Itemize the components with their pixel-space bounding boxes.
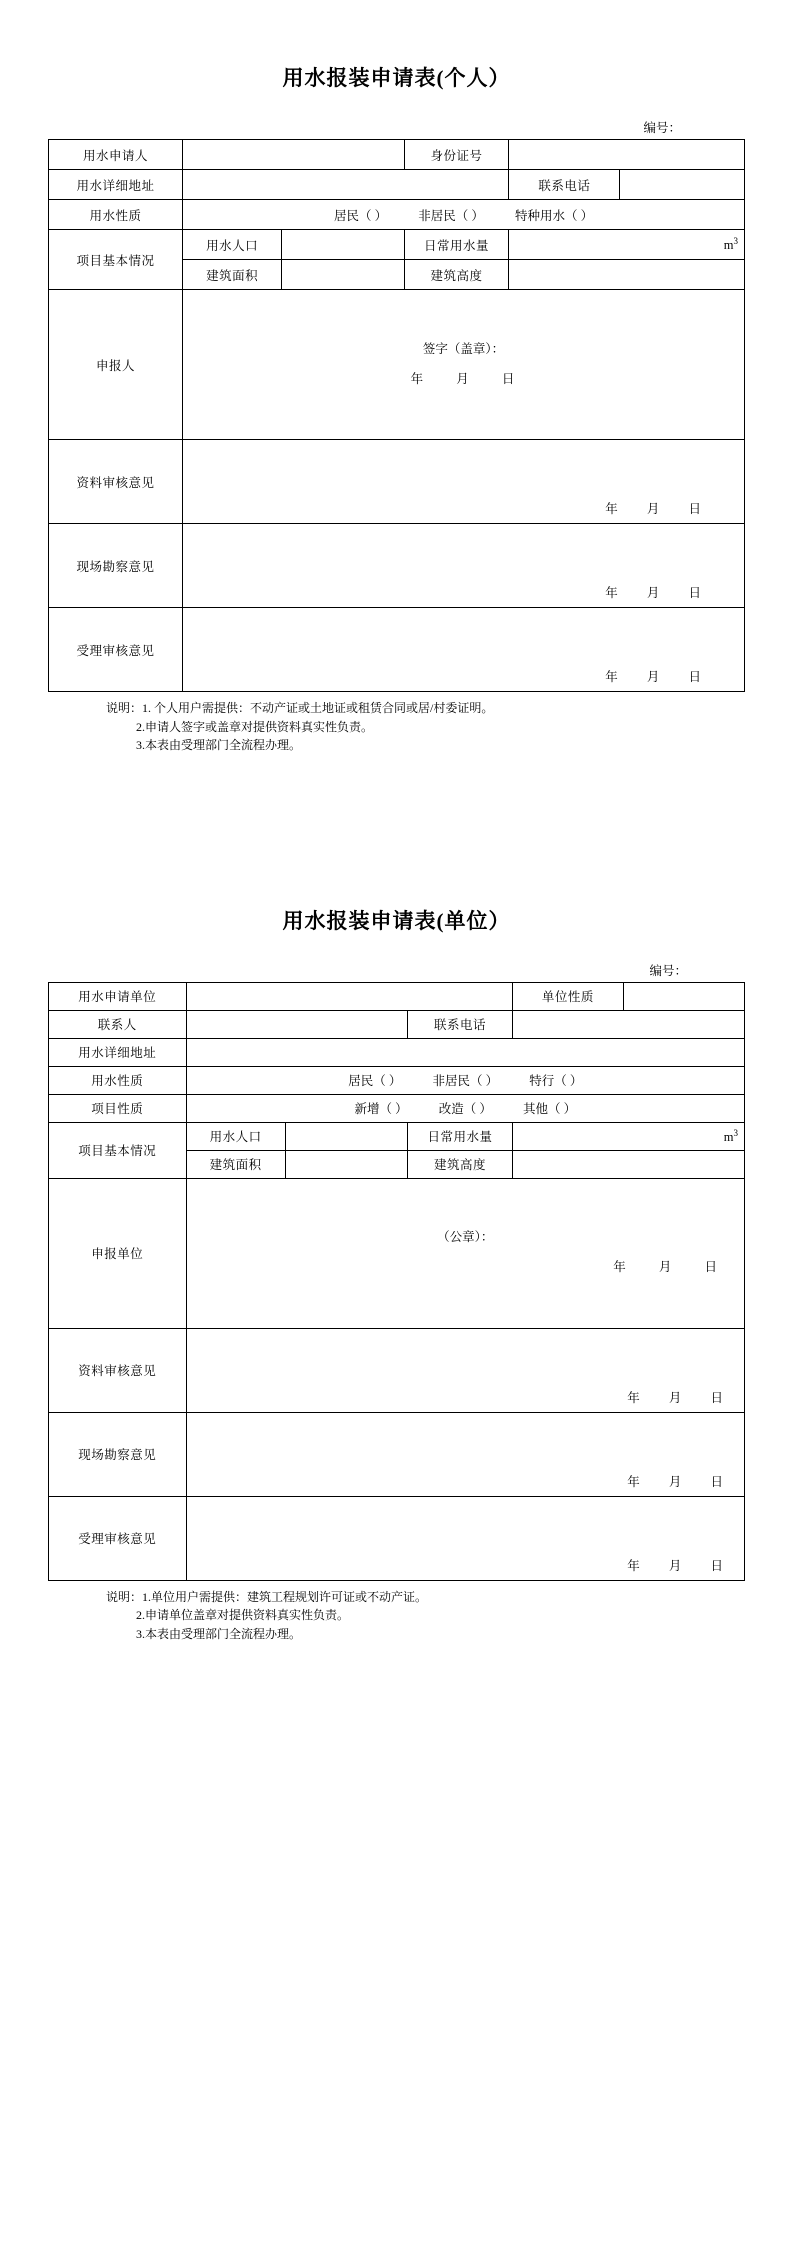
form-code-label-organization: 编号： bbox=[649, 963, 687, 978]
declarant-label: 申报人 bbox=[49, 290, 183, 440]
project-nature-label: 项目性质 bbox=[49, 1094, 187, 1122]
accept-opinion-area[interactable] bbox=[183, 608, 745, 692]
unit-nature-value-field[interactable] bbox=[623, 982, 744, 1010]
date-day: 日 bbox=[710, 1474, 723, 1489]
accept-opinion-area[interactable] bbox=[186, 1496, 744, 1580]
notes-personal bbox=[48, 692, 745, 755]
phone-value-field[interactable] bbox=[512, 1010, 744, 1038]
contact-value-field[interactable] bbox=[186, 1010, 408, 1038]
table-row bbox=[49, 1094, 745, 1122]
review-opinion-area[interactable] bbox=[186, 1328, 744, 1412]
note-line-1: 说明：1. 个人用户需提供：不动产证或土地证或租赁合同或居/村委证明。 bbox=[106, 701, 494, 715]
table-row bbox=[49, 1038, 745, 1066]
date-year: 年 bbox=[605, 670, 618, 684]
table-row bbox=[49, 200, 745, 230]
note-line-3: 3.本表由受理部门全流程办理。 bbox=[136, 738, 302, 753]
project-nature-option-other[interactable]: 其他（ ） bbox=[522, 1102, 577, 1117]
building-area-value-field[interactable] bbox=[282, 260, 404, 290]
applicant-unit-value-field[interactable] bbox=[186, 982, 512, 1010]
date-day: 日 bbox=[501, 371, 517, 386]
note-line-1: 说明：1.单位用户需提供：建筑工程规划许可证或不动产证。 bbox=[106, 1589, 428, 1604]
table-row bbox=[49, 230, 745, 260]
declarant-signature-area[interactable] bbox=[183, 290, 745, 440]
date-month: 月 bbox=[646, 586, 660, 600]
water-nature-options[interactable] bbox=[183, 200, 745, 230]
table-row bbox=[49, 524, 745, 608]
water-nature-label: 用水性质 bbox=[49, 200, 183, 230]
phone-label: 联系电话 bbox=[408, 1010, 513, 1038]
project-nature-option-renovate[interactable]: 改造（ ） bbox=[438, 1102, 492, 1117]
table-row bbox=[49, 1066, 745, 1094]
table-row bbox=[49, 1328, 745, 1412]
personal-application-table bbox=[48, 139, 745, 692]
table-row bbox=[49, 1412, 745, 1496]
unit-m3: m bbox=[723, 1129, 734, 1144]
date-day: 日 bbox=[688, 586, 701, 600]
table-row bbox=[49, 982, 745, 1010]
table-row bbox=[49, 1178, 745, 1328]
building-height-label: 建筑高度 bbox=[408, 1150, 513, 1178]
date-month: 月 bbox=[456, 371, 471, 386]
note-line-2: 2.申请人签字或盖章对提供资料真实性负责。 bbox=[136, 719, 374, 734]
date-month: 月 bbox=[668, 1474, 682, 1489]
address-value-field[interactable] bbox=[186, 1038, 744, 1066]
project-basic-label: 项目基本情况 bbox=[49, 1122, 187, 1178]
project-nature-options[interactable] bbox=[186, 1094, 744, 1122]
applicant-unit-label: 用水申请单位 bbox=[49, 982, 187, 1010]
population-value-field[interactable] bbox=[285, 1122, 407, 1150]
date-year: 年 bbox=[410, 371, 426, 386]
date-day: 日 bbox=[704, 1260, 719, 1275]
table-row bbox=[49, 608, 745, 692]
water-nature-option-resident[interactable]: 居民（ ） bbox=[333, 208, 388, 223]
note-line-3: 3.本表由受理部门全流程办理。 bbox=[136, 1626, 302, 1641]
table-row bbox=[49, 440, 745, 524]
water-nature-option-resident[interactable]: 居民（ ） bbox=[348, 1074, 402, 1089]
notes-organization bbox=[48, 1581, 745, 1644]
unit-m3-sup: 3 bbox=[733, 1127, 738, 1138]
water-nature-options[interactable] bbox=[186, 1066, 744, 1094]
building-area-label: 建筑面积 bbox=[186, 1150, 285, 1178]
table-row bbox=[49, 140, 745, 170]
page-title-organization: 用水报装申请表(单位） bbox=[282, 908, 511, 933]
table-row bbox=[49, 290, 745, 440]
accept-opinion-label: 受理审核意见 bbox=[49, 608, 183, 692]
date-month: 月 bbox=[668, 1558, 682, 1573]
date-month: 月 bbox=[658, 1260, 674, 1275]
water-nature-option-nonresident[interactable]: 非居民（ ） bbox=[432, 1074, 499, 1089]
unit-m3-sup: 3 bbox=[733, 235, 738, 246]
unit-nature-label: 单位性质 bbox=[512, 982, 623, 1010]
table-row bbox=[49, 170, 745, 200]
note-line-2: 2.申请单位盖章对提供资料真实性负责。 bbox=[136, 1608, 350, 1623]
review-opinion-area[interactable] bbox=[183, 440, 745, 524]
form-personal bbox=[48, 62, 745, 755]
table-row bbox=[49, 1010, 745, 1038]
water-nature-option-special[interactable]: 特种用水（ ） bbox=[514, 208, 594, 223]
daily-usage-label: 日常用水量 bbox=[404, 230, 509, 260]
date-day: 日 bbox=[688, 670, 701, 684]
form-code-label-personal: 编号： bbox=[643, 121, 681, 135]
water-nature-label: 用水性质 bbox=[49, 1066, 187, 1094]
daily-usage-label: 日常用水量 bbox=[408, 1122, 513, 1150]
phone-label: 联系电话 bbox=[509, 170, 620, 200]
declarant-seal-label: （公章）： bbox=[437, 1230, 494, 1245]
id-number-label: 身份证号 bbox=[404, 140, 509, 170]
date-day: 日 bbox=[688, 502, 701, 516]
phone-value-field[interactable] bbox=[620, 170, 745, 200]
building-height-value-field[interactable] bbox=[512, 1150, 744, 1178]
date-month: 月 bbox=[646, 670, 660, 684]
address-label: 用水详细地址 bbox=[49, 1038, 187, 1066]
population-label: 用水人口 bbox=[183, 230, 282, 260]
date-year: 年 bbox=[605, 586, 618, 600]
building-area-value-field[interactable] bbox=[285, 1150, 407, 1178]
project-nature-option-new[interactable]: 新增（ ） bbox=[354, 1102, 408, 1117]
table-row bbox=[49, 1496, 745, 1580]
declarant-unit-label: 申报单位 bbox=[49, 1178, 187, 1328]
date-day: 日 bbox=[710, 1390, 723, 1405]
date-year: 年 bbox=[605, 502, 618, 516]
daily-usage-value-field[interactable] bbox=[509, 230, 745, 260]
daily-usage-value-field[interactable] bbox=[512, 1122, 744, 1150]
date-year: 年 bbox=[613, 1260, 628, 1275]
water-nature-option-special[interactable]: 特行（ ） bbox=[529, 1074, 583, 1089]
date-year: 年 bbox=[627, 1390, 640, 1405]
address-label: 用水详细地址 bbox=[49, 170, 183, 200]
date-day: 日 bbox=[710, 1558, 723, 1573]
survey-opinion-area[interactable] bbox=[183, 524, 745, 608]
applicant-value-field[interactable] bbox=[183, 140, 405, 170]
building-height-value-field[interactable] bbox=[509, 260, 745, 290]
population-value-field[interactable] bbox=[282, 230, 404, 260]
organization-application-table bbox=[48, 982, 745, 1581]
date-year: 年 bbox=[627, 1558, 640, 1573]
date-month: 月 bbox=[646, 502, 660, 516]
unit-m3: m bbox=[723, 238, 734, 253]
declarant-date-line[interactable] bbox=[187, 369, 740, 387]
water-nature-option-nonresident[interactable]: 非居民（ ） bbox=[418, 208, 484, 223]
declarant-seal-area[interactable] bbox=[186, 1178, 744, 1328]
page-title-personal: 用水报装申请表(个人） bbox=[282, 66, 511, 90]
address-value-field[interactable] bbox=[183, 170, 509, 200]
survey-opinion-label: 现场勘察意见 bbox=[49, 524, 183, 608]
accept-opinion-label: 受理审核意见 bbox=[49, 1496, 187, 1580]
date-year: 年 bbox=[627, 1474, 640, 1489]
review-opinion-label: 资料审核意见 bbox=[49, 1328, 187, 1412]
review-opinion-label: 资料审核意见 bbox=[49, 440, 183, 524]
contact-label: 联系人 bbox=[49, 1010, 187, 1038]
declarant-sign-label: 签字（盖章）： bbox=[422, 341, 505, 356]
building-area-label: 建筑面积 bbox=[183, 260, 282, 290]
building-height-label: 建筑高度 bbox=[404, 260, 509, 290]
declarant-date-line[interactable] bbox=[191, 1257, 740, 1275]
table-row bbox=[49, 1122, 745, 1150]
id-number-value-field[interactable] bbox=[509, 140, 745, 170]
applicant-label: 用水申请人 bbox=[49, 140, 183, 170]
survey-opinion-area[interactable] bbox=[186, 1412, 744, 1496]
project-basic-label: 项目基本情况 bbox=[49, 230, 183, 290]
form-organization bbox=[48, 905, 745, 1644]
date-month: 月 bbox=[668, 1390, 682, 1405]
survey-opinion-label: 现场勘察意见 bbox=[49, 1412, 187, 1496]
population-label: 用水人口 bbox=[186, 1122, 285, 1150]
